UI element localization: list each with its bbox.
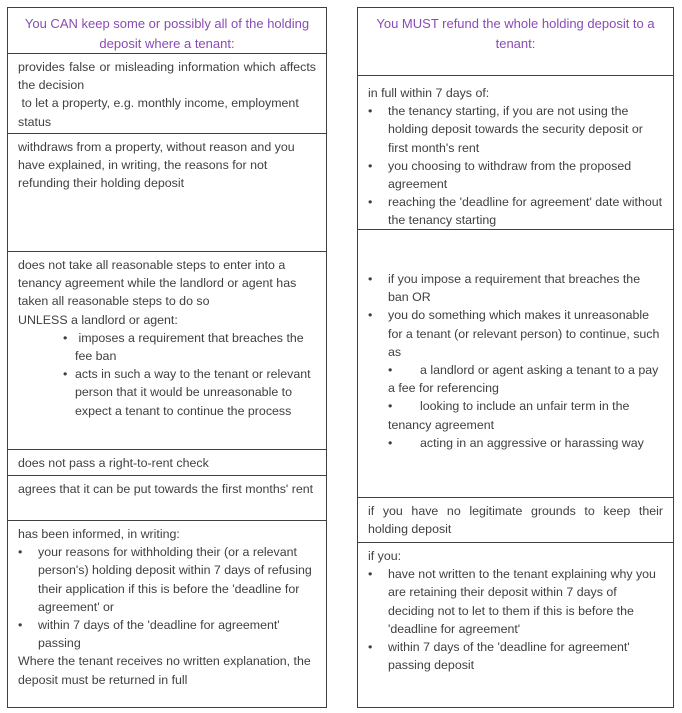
list-item: • you do something which makes it unreasonable for a tenant (or relevant person) to continue, such as: [368, 306, 663, 361]
row-text: agrees that it can be put towards the first months' rent: [18, 482, 314, 496]
row-text: does not take all reasonable steps to enter into a tenancy agreement while the landlord or agent has taken all reasonable steps to do so: [18, 258, 297, 309]
table-header: You MUST refund the whole holding deposit to a tenant:: [358, 8, 673, 76]
row-text: if you have no legitimate grounds to keep their holding deposit: [368, 504, 663, 537]
list-item: • within 7 days of the 'deadline for agreement' passing deposit: [368, 638, 663, 674]
list-item: • within 7 days of the 'deadline for agreement' passing: [18, 616, 316, 652]
table-header: You CAN keep some or possibly all of the holding deposit where a tenant:: [8, 8, 326, 54]
table-row: [358, 76, 673, 230]
list-item: • you choosing to withdraw from the proposed agreement: [368, 157, 663, 193]
can-keep-deposit-table: [7, 7, 327, 708]
list-item: • the tenancy starting, if you are not using the holding deposit towards the security deposit or first month's rent: [368, 102, 663, 157]
list-item: • imposes a requirement that breaches the fee ban: [38, 329, 316, 365]
table-row: [358, 230, 673, 498]
row-text: provides false or misleading information which affects the decision: [18, 60, 316, 93]
table-row: [8, 521, 326, 707]
row-text: does not pass a right-to-rent check: [18, 456, 209, 470]
table-row: [8, 54, 326, 134]
must-refund-deposit-table: [357, 7, 674, 708]
sub-list-item: • looking to include an unfair term in the tenancy agreement: [388, 397, 663, 433]
table-row: [358, 498, 673, 543]
list-item: • acts in such a way to the tenant or relevant person that it would be unreasonable to expect a tenant to continue the process: [38, 365, 316, 420]
table-row: [8, 476, 326, 521]
row-text: to let a property, e.g. monthly income, employment status: [18, 96, 303, 129]
list-item: • if you impose a requirement that breaches the ban OR: [368, 270, 663, 306]
table-row: [358, 543, 673, 707]
row-text: if you:: [368, 549, 402, 563]
table-row: [8, 252, 326, 450]
row-text: in full within 7 days of:: [368, 86, 490, 100]
sub-list-item: • a landlord or agent asking a tenant to a pay a fee for referencing: [388, 361, 663, 397]
row-text: withdraws from a property, without reason and you have explained, in writing, the reasons for not refunding their holding deposit: [18, 140, 295, 191]
sub-list-item: • acting in an aggressive or harassing way: [388, 434, 663, 452]
table-row: [8, 134, 326, 252]
list-item: • your reasons for withholding their (or a relevant person's) holding deposit within 7 days of refusing their application if this is before the 'deadline for agreement' or: [18, 543, 316, 616]
unless-text: UNLESS a landlord or agent:: [18, 312, 178, 327]
row-footer-text: Where the tenant receives no written explanation, the deposit must be returned in full: [18, 654, 311, 687]
list-item: • have not written to the tenant explaining why you are retaining their deposit within 7 days of deciding not to let to them if this is before the 'deadline for agreement': [368, 565, 663, 638]
table-row: [8, 450, 326, 476]
row-text: has been informed, in writing:: [18, 527, 180, 541]
list-item: • reaching the 'deadline for agreement' date without the tenancy starting: [368, 193, 663, 229]
